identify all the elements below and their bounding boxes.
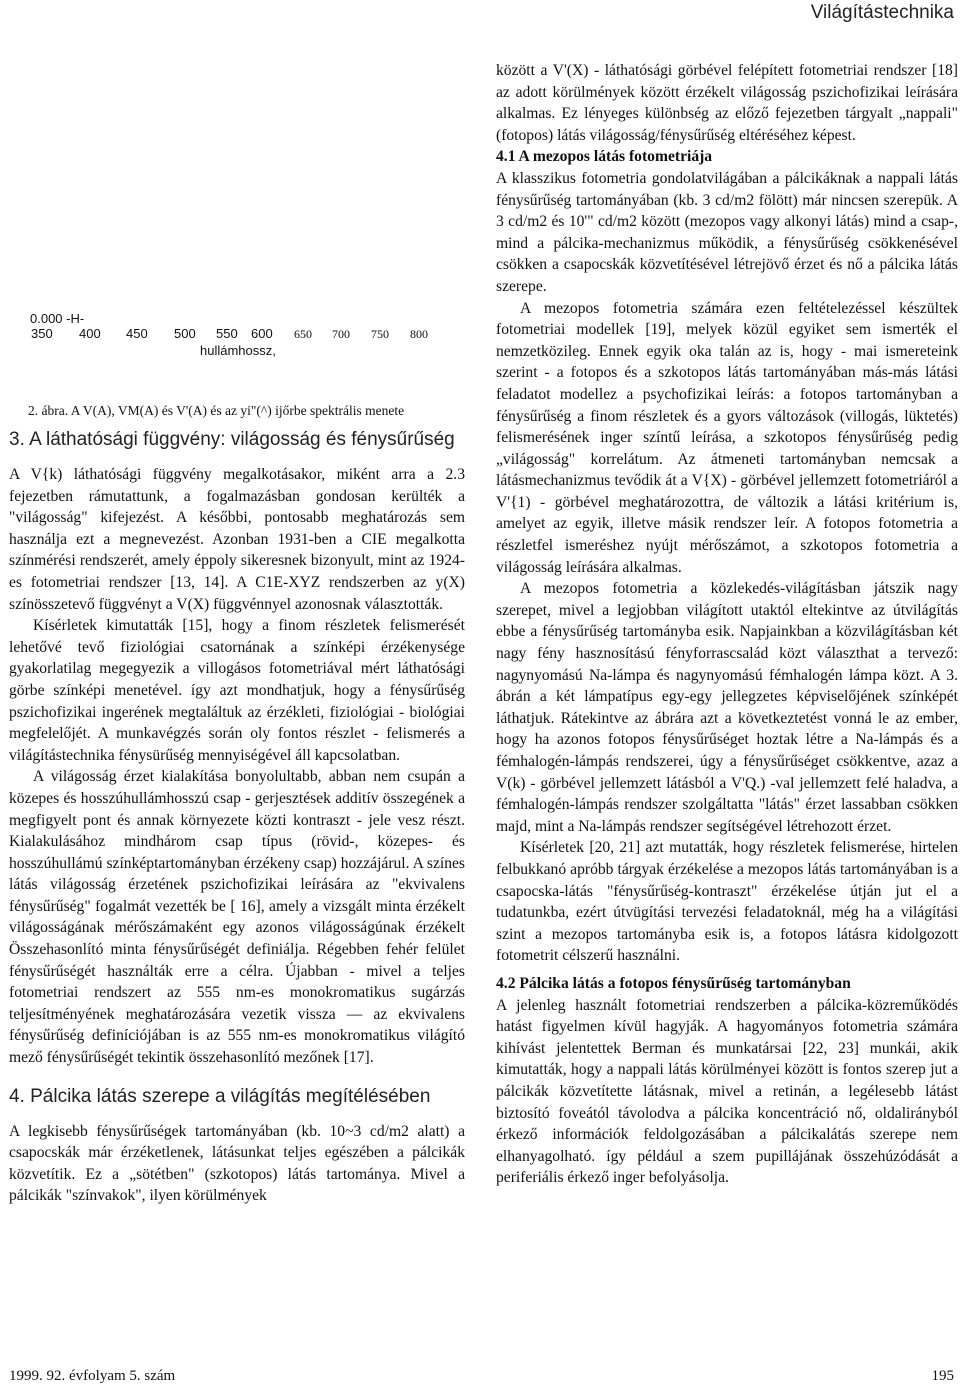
- paragraph: A világosság érzet kialakítása bonyolultabb, abban nem csupán a közepes és hosszúhullámhosszú csap - gerjesztések additív összegének a megfigyelt pont és annak környezete közti kontraszt - jele vesz részt. Kialakulásához mindhárom csap típus (rövid-, közepes- és hosszúhullámú színképtartományban érzékeny csap) hozzájárul. A színes látás világosság érzetének pszichofizikai leírására az "ekvivalens fénysűrűség" fogalmát vezették be [ 16], amely a vizsgált minta érzékelt világosságának mérőszámaként egy azonos világosságúnak érzékelt Összehasonlító minta fénysűrűségét definiálja. Régebben fehér felület fénysűrűségét használták erre a célra. Újabban - mivel a teljes fotometriai rendszert az 555 nm-es monokromatikus sugárzás teljesítményének meghatározására vezetik vissza — az ekvivalens fénysűrűség definíciójában is az 555 nm-es monokromatikus világító mező fénysűrűségét tekintik összehasonlító mezőnek [17].: [9, 768, 465, 1067]
- paragraph: A klasszikus fotometria gondolatvilágában a pálcikáknak a nappali látás fénysűrűség tartományában (kb. 3 cd/m2 fölött) már nincsen szerepük. A 3 cd/m2 és 10'" cd/m2 között (mezopos vagy alkonyi látás) mind a csap-, mind a pálcika-mechanizmus működik, a fénysűrűség csökkenésével csökken a csapocskák közvetítésével létrejövő érzet és nő a pálcika látás szerepe.: [496, 169, 958, 295]
- subsection-4-1-title: 4.1 A mezopos látás fotometriája: [496, 148, 713, 166]
- right-column: [496, 60, 958, 1189]
- tick-label: 600: [251, 326, 273, 341]
- x-axis-label: hullámhossz,: [200, 343, 276, 358]
- tick-label: 400: [79, 326, 101, 341]
- paragraph: A jelenleg használt fotometriai rendszerben a pálcika-közreműködés hatást figyelmen kívül hagyják. A hagyományos fotometria számára kihívást jelentettek Berman és munkatársai [22, 23] munkái, akik kimutatták, hogy a nappali látás körülményei között is fontos szerep jut a pálcikák közvetítette látásnak, mivel a retinán, a legélesebb látást biztosító foveától távolodva a pálcika koncentráció nő, oldalirányból érkező információk feldolgozásában a pálcikalátás szerepe nem elhanyagolható. így például a szem pupillájának összehúzódását a periferiális érkező inger befolyásolja.: [496, 996, 958, 1187]
- tick-label: 550: [216, 326, 238, 341]
- paragraph: A mezopos fotometria számára ezen feltételezéssel készültek fotometriai modellek [19], melyek közül egyiket sem ismerték el nemzetközileg. Ennek egyik oka talán az is, hogy - mai ismereteink szerint - a fotopos és a szkotopos látás tartományában más-más látási feladatot modellez a psychofizikai leírás: a fotopos tartományban a fénysűrűség a finom részletek és a gyors változások (villogás, lüktetés) felismerésének inger színtű leírása, a szkotopos fénysűrűség pedig „világosság" korrelátum. Az átmeneti tartományban nemcsak a látásmechanizmus tevődik át a V{X) - görbével jellemzett fotometriáról a V'{1) - görbével meghatározottra, de változik a látási kritérium is, amelyet az egyik, illetve másik rendszer leír. A fotopos fotometria a részletfel ismeréshez nyújt mérőszámot, a szkotopos fotometria a világosság leírására alkalmas.: [496, 299, 958, 576]
- y-axis-label: 0.000 -H-: [30, 311, 85, 326]
- tick-label: 450: [126, 326, 148, 341]
- paragraph: A mezopos fotometria a közlekedés-világításban játszik nagy szerepet, mivel a legjobban világított utaktól eltekintve az útvilágítás ebbe a fénysűrűség tartományba esik. Napjainkban a közvilágításban két nagy fény hasznosítású fényforrascsalád közt választhat a tervező: nagynyomású Na-lámpa és nagynyomású fémhalogén lámpa közt. A 3. ábrán a két lámpatípus egy-egy jellegzetes képviselőjének színképét láthatjuk. Rátekintve az ábrára azt a következtetést vonná le az ember, hogy ha azonos fotopos fénysűrűséget hoztak létre a Na-lámpás és a fémhalogén-lámpás rendszerei, úgy a fénysűrűséget csökkentve, azaz a V(k) - görbével jellemzett látásból a V'Q.) -val jellemzett felé haladva, a fémhalogén-lámpás rendszer szolgáltatta "látás" érzet lassabban csökken majd, mint a Na-lámpás rendszer segítségével létrehozott érzet.: [496, 580, 958, 835]
- tick-label: 800: [410, 327, 428, 341]
- subsection-4-2-title: 4.2 Pálcika látás a fotopos fénysűrűség tartományban: [496, 974, 851, 992]
- page-number: 195: [931, 1368, 954, 1384]
- journal-title: Világítástechnika: [810, 2, 954, 23]
- tick-label: 350: [31, 326, 53, 341]
- tick-label: 700: [332, 327, 350, 341]
- paragraph: A V{k) láthatósági függvény megalkotásakor, miként arra a 2.3 fejezetben rámutattunk, a fogalmazásban gondosan kerülték a "világosság" kifejezést. A későbbi, pontosabb meghatározás sem használja ezt a megnevezést. Azonban 1931-ben a CIE megalkotta színmérési rendszerét, amely éppoly sikeresnek bizonyult, mint az 1924-es fotometriai rendszer [13, 14]. A C1E-XYZ rendszerben az y(X) színösszetevő függvényt a V(X) függvénnyel azonosnak választották.: [9, 466, 465, 613]
- paragraph: Kísérletek kimutatták [15], hogy a finom részletek felismerését lehetővé tevő fiziológiai csatornának a színképi érzékenysége gyakorlatilag megegyezik a villogásos fotometriával mért láthatósági görbe színképi menetével. így azt mondhatjuk, hogy a fénysűrűség pszichofizikai ingerének megtaláltuk az érzékleti, fiziológiai - biológiai megfelelőjét. A munkavégzés során oly fontos részlet - felismerés a világítástechnika fénysürűség mennyiségével áll kapcsolatban.: [9, 617, 465, 764]
- section-4-title: 4. Pálcika látás szerepe a világítás megítélésében: [9, 1085, 431, 1107]
- tick-label: 650: [294, 327, 312, 341]
- paragraph: között a V'(X) - láthatósági görbével felépített fotometriai rendszer [18] az adott körülmények között érzékelt világosság pszichofizikai leírására alkalmas. Ez lényeges különbség az előző fejezetben tárgyalt „nappali" (fotopos) látás világosság/fénysűrűség eltéréséhez képest.: [496, 62, 958, 144]
- figure-caption: 2. ábra. A V(A), VM(A) és V'(A) és az yi"(^) ijőrbe spektrális menete: [28, 403, 405, 418]
- paragraph: A legkisebb fénysűrűségek tartományában (kb. 10~3 cd/m2 alatt) a csapocskák már érzéketlenek, látásunkat teljes egészében a pálcikák közvetítik. Ez a „sötétben" (szkotopos) látás tartománya. Mivel a pálcikák "színvakok", ilyen körülmények: [9, 1122, 465, 1205]
- left-column: [9, 427, 465, 1207]
- tick-label: 750: [371, 327, 389, 341]
- paragraph: Kísérletek [20, 21] azt mutatták, hogy részletek felismerése, hirtelen felbukkanó apróbb tárgyak érzékelése a mezopos látás tartományában is a csapocska-látás "fénysűrűség-kontraszt" érzékelése útján jut el a tudatunkba, ezért útvügítási tervezési feladatoknál, még ha a világítási szint a mezopos tartományba esik is, a fotopos látásra kidolgozott fotometrit célszerű használni.: [496, 839, 958, 965]
- tick-label: 500: [174, 326, 196, 341]
- footer-issue: 1999. 92. évfolyam 5. szám: [9, 1368, 176, 1384]
- section-3-title: 3. A láthatósági függvény: világosság és fénysűrűség: [9, 429, 455, 450]
